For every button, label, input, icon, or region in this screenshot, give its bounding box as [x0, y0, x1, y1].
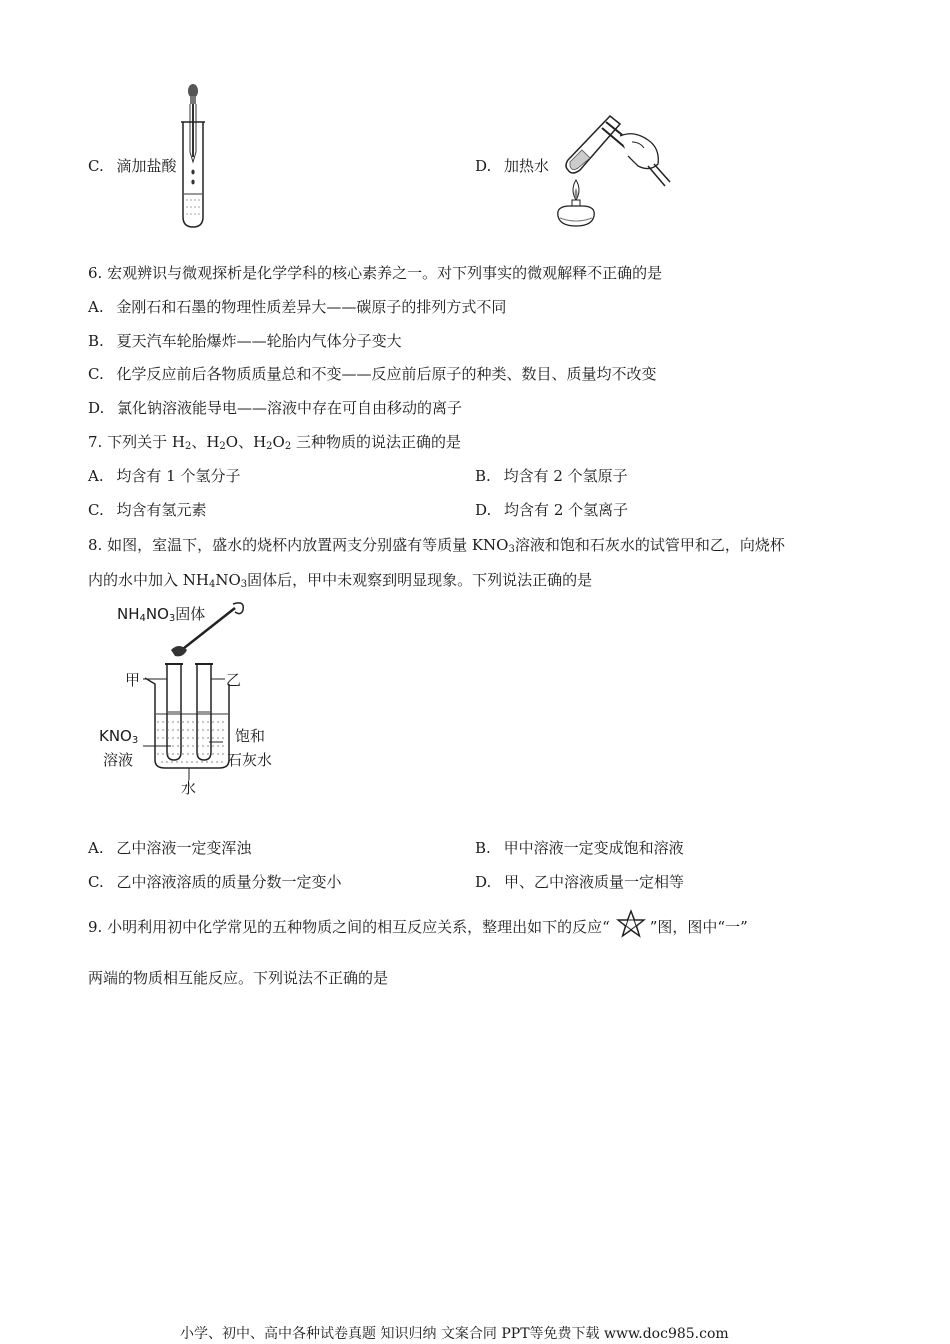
figure-label-saturated: 饱和 [235, 727, 266, 745]
q9-stem-line1: 9. 小明利用初中化学常见的五种物质之间的相互反应关系，整理出如下的反应“ ”图，图中“一” [88, 917, 748, 938]
q8-stem-line1: 8. 如图，室温下，盛水的烧杯内放置两支分别盛有等质量 $KNO_3$溶液和饱和石灰水的试管甲和乙，向烧杯 [88, 536, 785, 555]
option-text: 均含有 1 个氢分子 [116, 467, 241, 485]
option-letter: A. [88, 467, 104, 485]
option-letter: C. [88, 157, 104, 175]
footer-watermark: 小学、初中、高中各种试卷真题 知识归纳 文案合同 PPT等免费下载 www.doc985.com [180, 1326, 729, 1342]
option-letter: D. [475, 501, 492, 519]
q7-stem: 7. 下列关于 $H_2$、$H_2O$、$H_2O_2$ 三种物质的说法正确的是 [88, 433, 462, 452]
q7-option-b [475, 466, 628, 486]
q7-option-c [88, 500, 207, 520]
option-letter: C. [88, 365, 104, 383]
option-text: 甲、乙中溶液质量一定相等 [504, 873, 685, 891]
option-letter: A. [88, 298, 104, 316]
option-letter: D. [475, 157, 492, 175]
figure-label-water: 水 [181, 779, 197, 797]
figure-label-jia: 甲 [125, 671, 141, 689]
option-text: 化学反应前后各物质质量总和不变——反应前后原子的种类、数目、质量均不改变 [116, 365, 657, 383]
option-text: 均含有氢元素 [116, 501, 207, 519]
heating-test-tube-figure [550, 108, 675, 230]
dropper-test-tube-figure [178, 82, 218, 232]
q8-option-a [88, 838, 251, 858]
q8-option-b [475, 838, 684, 858]
option-letter: B. [475, 839, 491, 857]
option-letter: B. [475, 467, 491, 485]
figure-label-kno3: $KNO_3$ [99, 727, 139, 746]
option-text: 加热水 [504, 157, 550, 175]
option-text: 夏天汽车轮胎爆炸——轮胎内气体分子变大 [116, 332, 402, 350]
q6-option-a [88, 297, 506, 317]
option-letter: D. [475, 873, 492, 891]
q9-stem-line2: 两端的物质相互能反应。下列说法不正确的是 [88, 969, 389, 987]
option-letter: A. [88, 839, 104, 857]
option-text: 均含有 2 个氢原子 [503, 467, 628, 485]
option-text: 甲中溶液一定变成饱和溶液 [503, 839, 684, 857]
option-text: 滴加盐酸 [116, 157, 177, 175]
beaker-figure [95, 600, 295, 805]
q8-stem-line2: 内的水中加入 $NH_4NO_3$固体后，甲中未观察到明显现象。下列说法正确的是 [88, 571, 593, 590]
q6-option-c [88, 364, 657, 384]
figure-label-limewater: 石灰水 [227, 751, 273, 769]
q8-option-d [475, 872, 684, 892]
q6-stem: 6. 宏观辨识与微观探析是化学学科的核心素养之一。对下列事实的微观解释不正确的是 [88, 264, 663, 282]
q7-option-d [475, 500, 628, 520]
q5-option-c [88, 156, 177, 176]
option-text: 乙中溶液一定变浑浊 [116, 839, 252, 857]
q8-option-c [88, 872, 342, 892]
option-letter: C. [88, 873, 104, 891]
star-icon [610, 918, 650, 938]
option-text: 氯化钠溶液能导电——溶液中存在可自由移动的离子 [117, 399, 463, 417]
figure-label-solution: 溶液 [103, 751, 134, 769]
option-letter: B. [88, 332, 104, 350]
option-letter: C. [88, 501, 104, 519]
q7-option-a [88, 466, 240, 486]
option-text: 均含有 2 个氢离子 [504, 501, 629, 519]
figure-label-nh4no3-solid: $NH_4NO_3$固体 [117, 605, 206, 624]
q6-option-d [88, 398, 462, 418]
option-letter: D. [88, 399, 105, 417]
option-text: 金刚石和石墨的物理性质差异大——碳原子的排列方式不同 [116, 298, 507, 316]
option-text: 乙中溶液溶质的质量分数一定变小 [116, 873, 342, 891]
q5-option-d [475, 156, 549, 176]
figure-label-yi: 乙 [226, 671, 242, 689]
q6-option-b [88, 331, 402, 351]
